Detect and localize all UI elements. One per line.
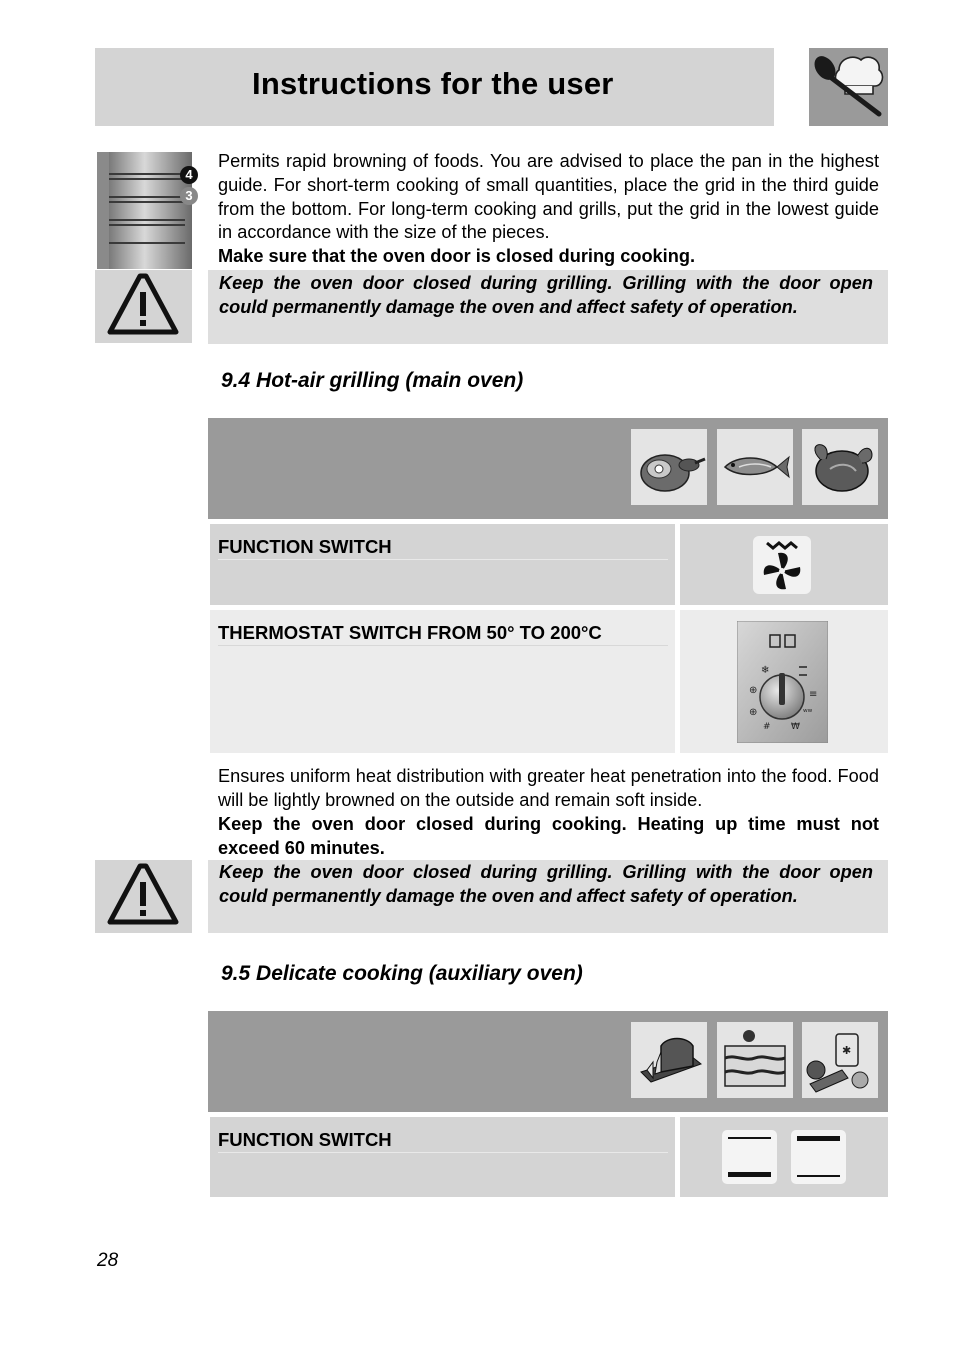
- knob-panel-icon: [737, 621, 828, 743]
- section-title-delicate-cooking: 9.5 Delicate cooking (auxiliary oven): [221, 962, 583, 985]
- page-title: Instructions for the user: [252, 66, 614, 101]
- hot-air-paragraph: Ensures uniform heat distribution with greater heat penetration into the food. Food will be lightly browned on the outside and remain soft inside.: [218, 766, 879, 810]
- section-title-hot-air-grilling: 9.4 Hot-air grilling (main oven): [221, 369, 524, 392]
- page-number: 28: [97, 1250, 119, 1271]
- top-bottom-heat-icon: [791, 1130, 846, 1184]
- cake-icon: [717, 1022, 793, 1098]
- svg-text:✱: ✱: [842, 1044, 852, 1057]
- svg-text:#: #: [763, 722, 771, 732]
- warning-icon: [95, 270, 192, 343]
- bread-icon: [631, 1022, 707, 1098]
- spoon-chef-hat-icon: [809, 48, 888, 126]
- warning-icon: [95, 860, 192, 933]
- svg-text:⊕: ⊕: [749, 685, 758, 696]
- roast-meat-icon: [631, 429, 707, 505]
- svg-text:ʷʷ: ʷʷ: [803, 708, 813, 718]
- oven-rack-illustration: [97, 152, 192, 269]
- bottom-heat-icon: [722, 1130, 777, 1184]
- warning-text: Keep the oven door closed during grilling. Grilling with the door open could permanently damage the oven and affect safety of operation.: [219, 273, 873, 318]
- svg-text:≡: ≡: [809, 689, 818, 700]
- function-symbol-cell: [680, 1117, 888, 1197]
- vegetables-icon: [802, 1022, 878, 1098]
- fan-grill-icon: [753, 536, 811, 594]
- warning-text: Keep the oven door closed during grilling. Grilling with the door open could permanently damage the oven and affect safety of operation.: [219, 862, 873, 907]
- roast-chicken-icon: [802, 429, 878, 505]
- svg-text:⊕: ⊕: [749, 707, 758, 718]
- rack-level-3-badge: 3: [180, 187, 198, 205]
- divider: [218, 559, 668, 560]
- fish-icon: [717, 429, 793, 505]
- function-switch-label: FUNCTION SWITCH: [218, 536, 392, 557]
- grill-paragraph: Permits rapid browning of foods. You are advised to place the pan in the highest guide. For short-term cooking of small quantities, place the grid in the third guide from the bottom. For long-term cooking and grills, put the grid in the lowest guide in accordance with the size of the pieces.: [218, 151, 879, 243]
- divider: [218, 1152, 668, 1153]
- hot-air-bold-note: Keep the oven door closed during cooking. Heating up time must not exceed 60 minutes.: [218, 814, 879, 858]
- grill-bold-note: Make sure that the oven door is closed during cooking.: [218, 246, 695, 266]
- svg-text:₩: ₩: [791, 722, 800, 732]
- function-switch-label: FUNCTION SWITCH: [218, 1129, 392, 1150]
- rack-level-4-badge: 4: [180, 166, 198, 184]
- thermostat-label: THERMOSTAT SWITCH FROM 50° TO 200°C: [218, 622, 602, 643]
- svg-text:❄: ❄: [761, 665, 770, 676]
- divider: [218, 645, 668, 646]
